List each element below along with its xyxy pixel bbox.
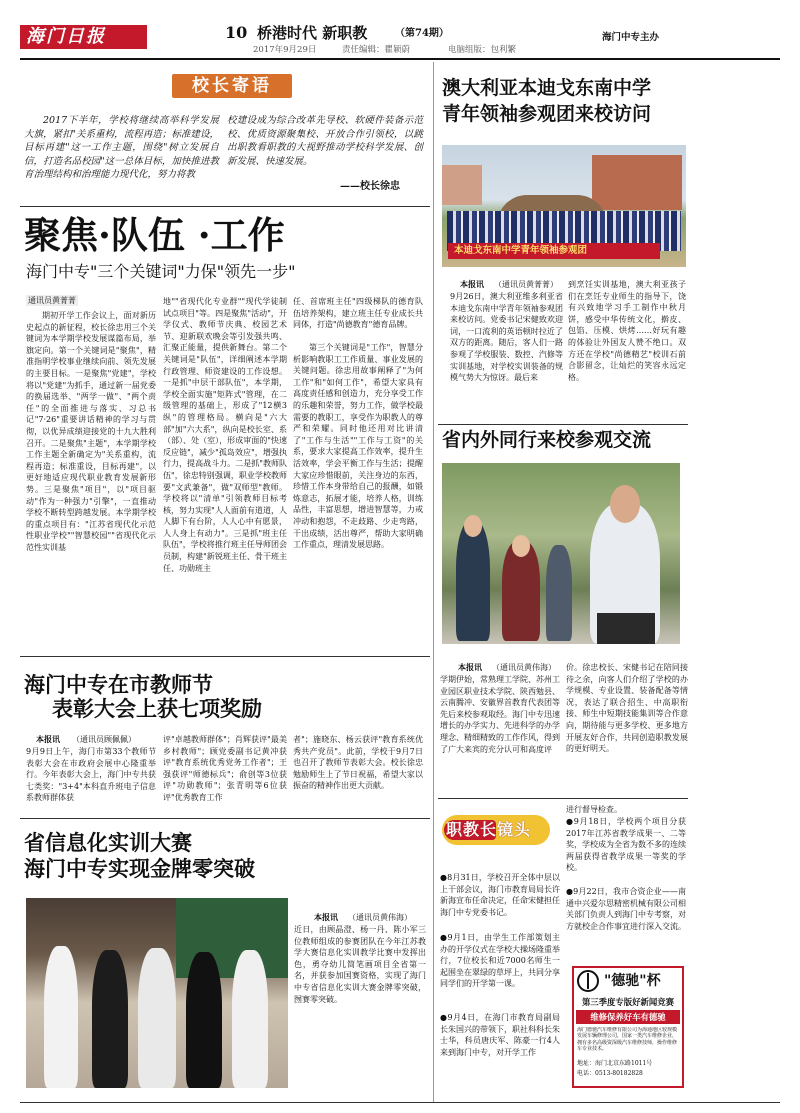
award-bottom-rule	[20, 818, 430, 819]
photo-person	[92, 950, 128, 1088]
award-col3: 者"；施晓东、杨云获评"教育系统优秀共产党员"。此前，学校于9月7日也召开了教师节表彰大会。校长徐忠勉励师生上了节日祝福，希望大家以振奋的精神作出更大贡献。	[293, 735, 423, 791]
ad-line1: 第三季度专版好新闻竞赛	[581, 997, 675, 1007]
photo-person	[138, 948, 176, 1088]
aus-headline-line2: 青年领袖参观团来校访问	[442, 103, 652, 125]
visit-reporter: （通讯员黄伟海）	[492, 663, 556, 672]
mirror-item-2: ●9月22日，我市合资企业——南通中兴爱尔思精密机械有限公司相关部门负责人到海门中专考察，对方就校企合作事宜进行深入交流。	[566, 887, 686, 931]
column-divider	[433, 62, 434, 1102]
designer-credit: 电脑组版：包利繁	[448, 45, 517, 55]
ad-logo-mark	[587, 973, 589, 989]
info-body: 近日，由顾晶澄、杨一丹、陈小军三位教师组成的参赛团队在今年江苏教学大赛信息化实训教学比赛中发挥出色，勇夺幼儿简笔画项目全省第一名，并获参加国赛资格，实现了海门中专省信息化实训大赛金牌零突破，囫赛零突破。	[294, 925, 426, 1004]
aus-group-photo	[442, 145, 686, 267]
principal-signature: ——校长徐忠	[340, 181, 400, 192]
photo-building	[442, 165, 482, 205]
visit-photo	[442, 463, 680, 644]
visit-headline: 省内外同行来校参观交流	[442, 429, 652, 451]
photo-face	[512, 535, 530, 557]
award-reporter: （通讯员顾佩佩）	[72, 735, 136, 744]
visit-bottom-rule	[438, 798, 688, 799]
info-team-photo	[26, 898, 288, 1088]
ad-line2: 维修保养好车有德驰	[576, 1010, 680, 1024]
visit-byline: 本报讯	[458, 662, 482, 672]
photo-banner-text: 本迪戈东南中学青年领袖参观团	[454, 245, 588, 256]
visit-col2: 价。徐忠校长、宋健书记在陪同接待之余，向客人们介绍了学校的办学规模、专业设置、装备配备等情况，表达了联合招生、中高职衔接、师生中短期技能集训等合作意向，期待能与更多学校、更多地方开展友好合作，共同创造职教发展的更好明天。	[566, 663, 688, 754]
info-headline-line2: 海门中专实现金牌零突破	[24, 856, 255, 881]
photo-person	[456, 521, 490, 641]
mirror-item-4: ●9月1日，由学生工作部策划主办的开学仪式在学校大操场隆重举行，7位校长和近7000名师生一起围坐在翠绿的草坪上，共同分享同学们的开学第一课。	[440, 933, 560, 989]
principal-message-col1: 2017下半年，学校将继续高举科学发展大旗，紧扣"关系重构，流程再造；标准建设，目标再建"这一工作主题，围绕"树立发展自信，打造名品校园"这一总体目标，加快推进教育治理结构和治理能力现代化，努力将教	[24, 115, 219, 181]
photo-face	[610, 485, 640, 523]
lead-col3b: 第三个关键词是"工作"，智慧分析影响教职工工作质量、事业发展的关键问题。徐忠用故事阐释了"为何工作"和"如何工作"，希望大家具有高度责任感和创造力，充分享受工作的乐趣和荣誉，努力工作，做学校最需要的教职工，享受作为职教人的尊严和荣耀。同时他还用对比讲清了"工作与生活""工作与工资"的关系，要求大家提高工作效率，提升生活效率，学会平衡工作与生活；提醒大家应珍惜眼前，关注身边的东西，珍惜工作本身带给自己的报酬，如锻炼意志，拓展才能，培养人格，训练品性，丰富思想，增进智慧等，力戒冲动和抱怨，不走歧路、少走弯路，干出成绩，活出尊严，帮助大家明确工作重点，理清发展思路。	[293, 343, 423, 550]
photo-person	[186, 952, 222, 1088]
photo-person	[232, 950, 268, 1088]
lead-col3a: 任、首席班主任"四级梯队的德育队伍培养架构，建立班主任专业成长共同体，打造"尚德教育"德育品牌。	[293, 297, 423, 330]
aus-reporter: （通讯员黄菁菁）	[494, 280, 558, 289]
mirror-item-3: ●8月31日，学校召开全体中层以上干部会议，海门市教育局局长许新海宣布任命决定，任命宋健担任海门中专党委书记。	[440, 873, 560, 917]
mirror-item-1: ●9月18日，学校两个项目分获2017年江苏省教学成果一、二等奖，学校成为全省为数不多的连续两届获得省教学成果一等奖的学校。	[566, 817, 686, 873]
aus-byline: 本报讯	[460, 279, 484, 289]
aus-headline-line1: 澳大利亚本迪戈东南中学	[442, 77, 652, 99]
principal-message-col2: 校建设成为综合改革先导校、软硬件装备示范校、优质资源聚集校、开放合作引领校，以跳出职教看职教的大视野推动学校科学发展、创新发展、快速发展。	[227, 115, 423, 167]
aus-col1: 9月26日，澳大利亚维多利亚省本迪戈东南中学青年领袖参观团来校访问。党委书记宋健致欢迎词，一口流利的英语顿时拉近了双方的距离。随后，客人们一路参观了学校服装、数控、汽修等实训基地，对学校实训装备的规模气势大为惊讶。最后来	[450, 292, 563, 383]
lead-col2: 地""省现代化专业群""现代学徒制试点项目"等。四是聚焦"活动"，开学仪式、教师节庆典、校园艺术节、迎新联欢晚会等引发强共鸣、汇聚正能量，提供新舞台。第二个关键词是"队伍"，详细阐述本学期行政管理、师资建设的工作设想。一是抓"中层干部队伍"，本学期，学校全面实施"矩阵式"管理，在二级管理的基础上，形成了"12横3纵"的管理格局。横向是"六大部"加"六大系"，纵向是校长室、系（部）、处（室），形成审面的"快速反应链"，减少"孤岛效应"，增强执行力，提高战斗力。二是抓"教师队伍"，徐忠特别强调，职业学校教师要"文武兼备"，做"双师型"教师。学校将以"清单"引领教师目标考核，努力实现"人人面前有道道，人人脚下有台阶，人人心中有愿景，人人身上有动力"。三是抓"班主任队伍"，学校将推行班主任导师团会员制，构建"新锐班主任、骨干班主任、功勋班主	[163, 297, 287, 573]
lead-bottom-rule	[20, 656, 430, 657]
photo-person	[546, 545, 572, 641]
ad-brand: "德驰"杯	[604, 973, 661, 989]
lead-byline: 通讯员黄菁菁	[28, 296, 76, 305]
photo-trousers	[597, 613, 655, 644]
sponsor: 海门中专主办	[602, 32, 660, 43]
issue-number: （第74期）	[395, 28, 449, 39]
aus-col2: 到烹饪实训基地，澳大利亚孩子们在烹饪专业师生的指导下，饶有兴致地学习手工制作中秋月饼，感受中华传统文化，擀皮、包馅、压模、烘烤……好玩有趣的体验让外国友人赞不绝口。双方还在学校"尚德精艺"校训石前合影留念，让灿烂的笑容永远定格。	[568, 280, 686, 382]
aus-bottom-rule	[438, 424, 688, 425]
section-name: 桥港时代 新职教	[257, 24, 368, 42]
page-bottom-rule	[20, 1102, 780, 1103]
photo-face	[464, 515, 482, 537]
photo-building	[592, 155, 682, 210]
publish-date: 2017年9月29日	[253, 45, 317, 55]
lead-subheadline: 海门中专"三个关键词"力保"领先一步"	[26, 262, 296, 281]
masthead-rule	[20, 58, 780, 60]
info-reporter: （通讯员黄伟海）	[348, 913, 412, 922]
page-number: 10	[225, 23, 248, 42]
award-headline-line2: 表彰大会上获七项奖励	[52, 696, 262, 721]
award-col2: 评"卓越教师群体"；肖辉获评"最美乡村教师"；顾党委副书记黄冲获评"教育系统优秀党务工作者"；王强获评"师德标兵"；俞创等3位获评"功勋教师"；张青明等6位获评"优秀教育工作	[163, 735, 287, 802]
info-byline: 本报讯	[314, 912, 338, 922]
principal-rule	[20, 206, 430, 207]
principal-message-title: 校长寄语	[192, 76, 272, 96]
award-col1: 9月9日上午，海门市第33个教师节表彰大会在市政府会展中心隆重举行。今年表彰大会上，海门中专共获七类奖："3+4"本科直升班电子信息系教师群体获	[26, 747, 156, 803]
lead-col1: 期初开学工作会议上，面对新历史起点的新征程，校长徐忠用三个关键词为本学期学校发展谋篇布局，举旗定向。第一个关键词是"聚焦"，精准指明学校事业继续向前、领先发展的主要目标。一是聚焦"党建"，学校将以"党建"为抓手，通过新一届党委的换届选举、"两学一做"、"两个责任"的全面推进与落实、习总书记"7·26"重要讲话精神的学习与贯彻，以优异成绩迎接党的十九大胜利召开。二是聚焦"主题"，本学期学校工作主题全新确定为"关系重构，流程再造；标准重设，目标再建"，以更好地适应现代职业教育发展新形势。三是聚焦"项目"，以"项目驱动"作为一种强力"引擎"，一直推动学校不断转型跨越发展。本学期学校的重点项目有："江苏省现代化示范性职业学校""智慧校园""省现代化示范性实训基	[26, 311, 156, 552]
ad-phone: 电话：0513-80182828	[577, 1070, 643, 1077]
editor-credit: 责任编辑：瞿颖蔚	[342, 45, 411, 55]
award-headline-line1: 海门中专在市教师节	[24, 672, 213, 697]
visit-col1: 学期伊始，常熟理工学院、苏州工业园区职业技术学院、陕西勉县、云南腾冲、安徽界首教育代表团等先后来校参观取经。海门中专迅速增长的办学实力、先进科学的办学理念、精细精致的工作作风，得到了广大来宾的充分认可和高度评	[440, 675, 560, 754]
ad-description: 海门德驰汽车维修有限公司为海通地区较规模发展车辆修理公司，国家一类汽车维修企业，拥有多名高级资深级汽车维修技师，操作维修车专业技术。	[577, 1027, 678, 1053]
award-byline: 本报讯	[36, 734, 60, 744]
mirror-title: 职教长镜头	[446, 820, 532, 839]
mirror-top-line: 进行督导检查。	[566, 805, 622, 814]
photo-person	[44, 946, 78, 1088]
lead-headline: 聚焦·队伍 ·工作	[24, 213, 285, 257]
mirror-item-5: ●9月4日，在海门市教育局副局长朱国兴的带领下，职社科科长朱士华，科员唐庆军、陈豪一行4人来到海门中专，对开学工作	[440, 1013, 560, 1057]
ad-address: 地址：海门北京东路1011号	[577, 1060, 653, 1067]
masthead-logo: 海门日报	[26, 26, 106, 47]
info-headline-line1: 省信息化实训大赛	[24, 830, 192, 855]
